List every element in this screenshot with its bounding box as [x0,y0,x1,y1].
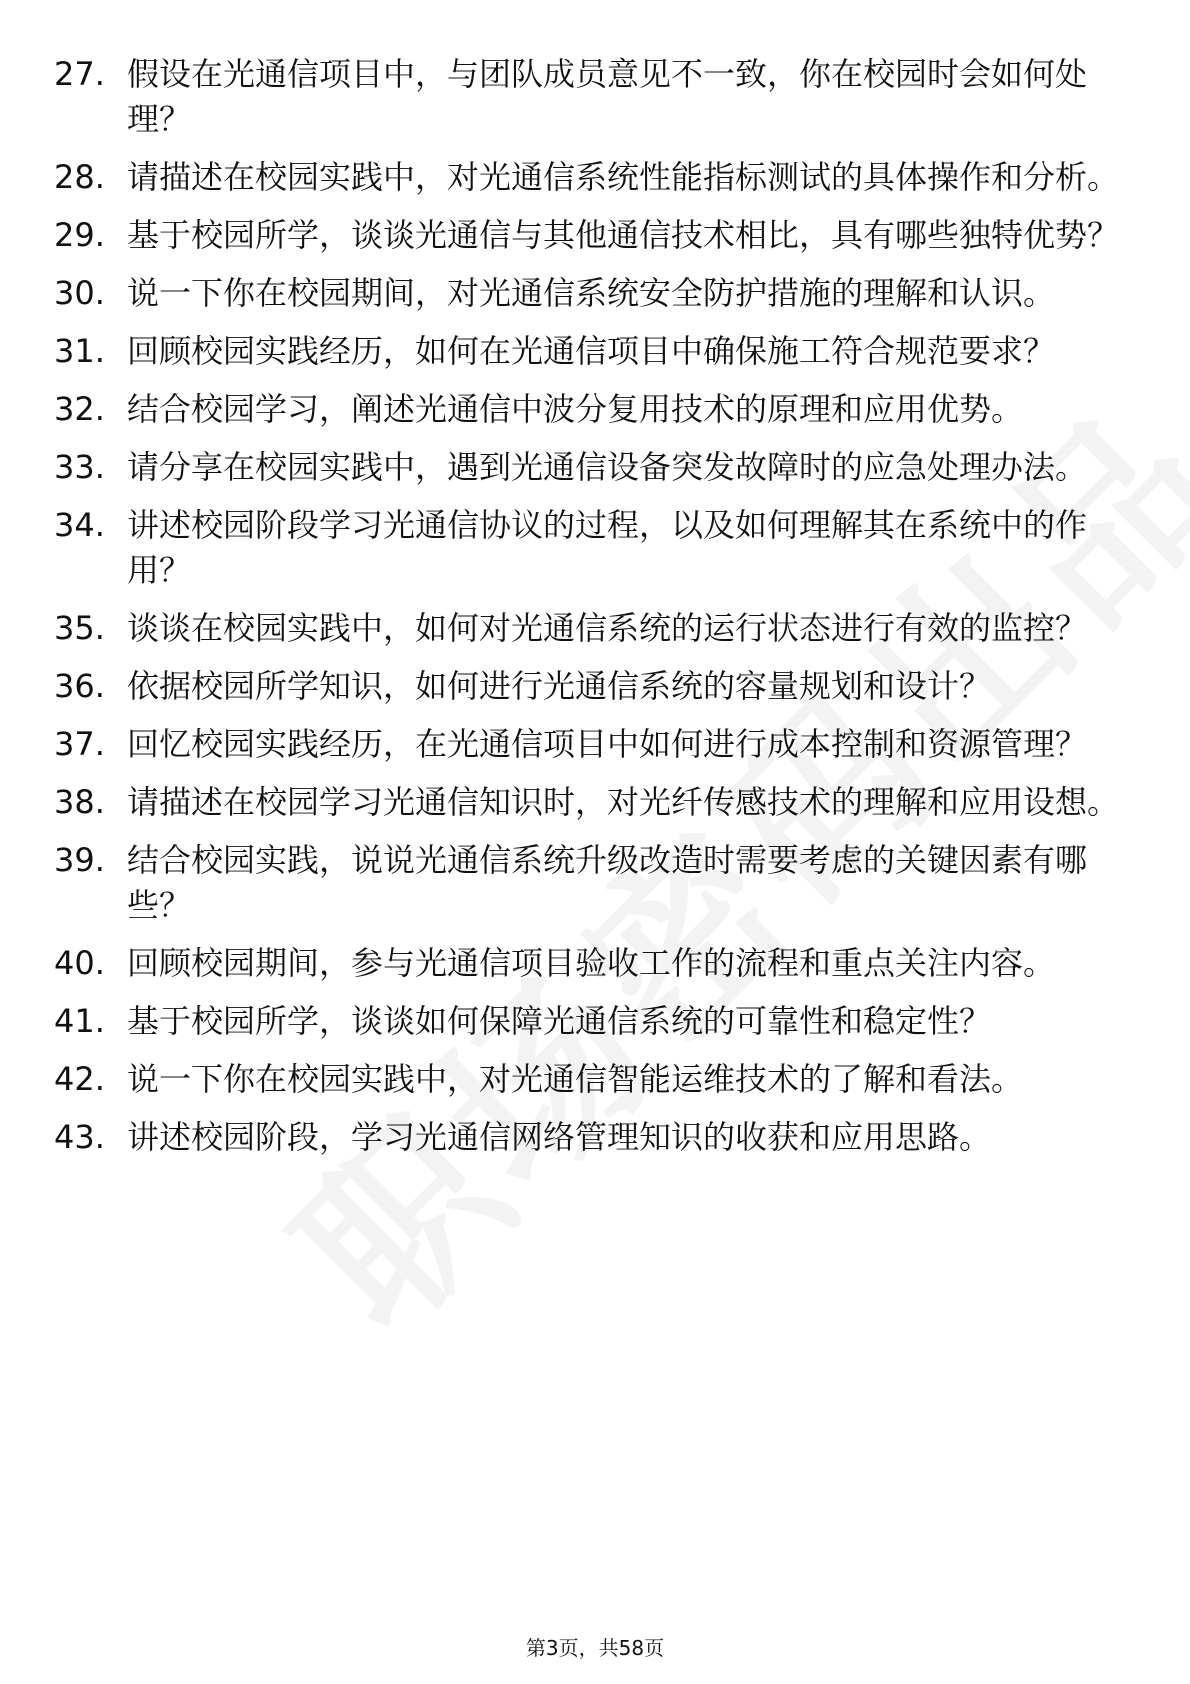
list-item [54,387,1134,432]
question-text: 说一下你在校园期间，对光通信系统安全防护措施的理解和认识。 [127,274,1056,312]
question-text: 结合校园学习，阐述光通信中波分复用技术的原理和应用优势。 [127,390,1024,428]
list-item [54,445,1134,490]
question-text: 回忆校园实践经历，在光通信项目中如何进行成本控制和资源管理？ [127,725,1088,763]
question-text: 基于校园所学，谈谈如何保障光通信系统的可靠性和稳定性？ [127,1002,992,1040]
question-number: 35. [54,609,105,647]
question-number: 37. [54,725,105,763]
question-text: 假设在光通信项目中，与团队成员意见不一致，你在校园时会如何处理？ [127,55,1088,138]
question-number: 38. [54,783,105,821]
list-item [54,664,1134,709]
question-text: 回顾校园实践经历，如何在光通信项目中确保施工符合规范要求？ [127,332,1056,370]
page-footer: 第3页，共58页 [525,1636,665,1660]
question-number: 40. [54,944,105,982]
question-number: 32. [54,390,105,428]
question-text: 讲述校园阶段学习光通信协议的过程，以及如何理解其在系统中的作用？ [127,506,1088,589]
question-list [54,52,1134,1173]
question-text: 请分享在校园实践中，遇到光通信设备突发故障时的应急处理办法。 [127,448,1088,486]
question-number: 31. [54,332,105,370]
question-number: 36. [54,667,105,705]
list-item [54,271,1134,316]
list-item [54,52,1134,142]
list-item [54,503,1134,593]
question-number: 43. [54,1118,105,1156]
question-text: 结合校园实践，说说光通信系统升级改造时需要考虑的关键因素有哪些？ [127,841,1088,924]
question-number: 28. [54,158,105,196]
list-item [54,606,1134,651]
question-number: 41. [54,1002,105,1040]
list-item [54,1115,1134,1160]
question-text: 回顾校园期间，参与光通信项目验收工作的流程和重点关注内容。 [127,944,1056,982]
question-text: 基于校园所学，谈谈光通信与其他通信技术相比，具有哪些独特优势？ [127,216,1120,254]
list-item [54,722,1134,767]
list-item [54,999,1134,1044]
list-item [54,1057,1134,1102]
question-text: 请描述在校园实践中，对光通信系统性能指标测试的具体操作和分析。 [127,158,1120,196]
question-number: 33. [54,448,105,486]
list-item [54,155,1134,200]
list-item [54,941,1134,986]
question-text: 说一下你在校园实践中，对光通信智能运维技术的了解和看法。 [127,1060,1024,1098]
question-text: 谈谈在校园实践中，如何对光通信系统的运行状态进行有效的监控？ [127,609,1088,647]
question-number: 34. [54,506,105,544]
question-number: 29. [54,216,105,254]
question-text: 请描述在校园学习光通信知识时，对光纤传感技术的理解和应用设想。 [127,783,1120,821]
question-text: 讲述校园阶段，学习光通信网络管理知识的收获和应用思路。 [127,1118,992,1156]
list-item [54,838,1134,928]
question-number: 27. [54,55,105,93]
question-number: 42. [54,1060,105,1098]
question-number: 30. [54,274,105,312]
question-text: 依据校园所学知识，如何进行光通信系统的容量规划和设计？ [127,667,992,705]
list-item [54,780,1134,825]
list-item [54,213,1134,258]
list-item [54,329,1134,374]
question-number: 39. [54,841,105,879]
